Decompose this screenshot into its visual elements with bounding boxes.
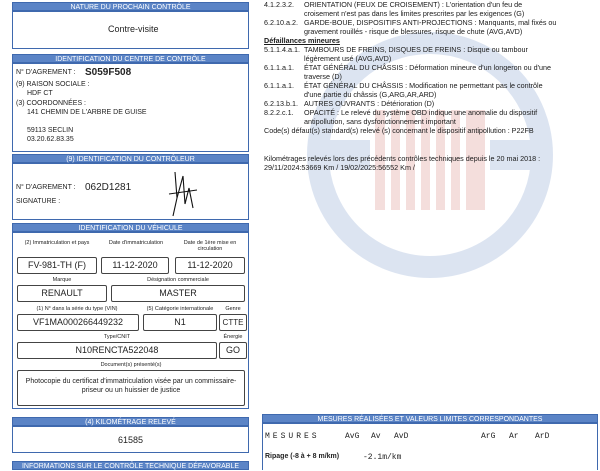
km-value: 61585: [118, 435, 144, 445]
coord-label: (3) COORDONNÉES :: [16, 100, 87, 107]
controleur-header: (9) IDENTIFICATION DU CONTRÔLEUR: [12, 154, 249, 163]
defect-line: antipollution, sans dysfonctionnement important: [304, 117, 456, 126]
docs-field: [17, 370, 245, 406]
centre-header: IDENTIFICATION DU CENTRE DE CONTRÔLE: [12, 54, 249, 63]
ripage-value: -2.1m/km: [363, 453, 402, 462]
km-history: [264, 154, 598, 172]
km-history-line-2: 29/11/2024:53669 Km / 19/02/2025:56552 Km /: [264, 163, 415, 172]
defect-line: traverse (D): [304, 72, 342, 81]
nature-header: NATURE DU PROCHAIN CONTRÔLE: [12, 2, 249, 11]
agrement-value: S059F508: [85, 67, 132, 78]
docs-label: Document(s) présenté(s): [100, 362, 162, 368]
marque-label: Marque: [52, 277, 72, 283]
mineures-title: Défaillances mineures: [264, 36, 340, 45]
date-first-field: 11-12-2020: [175, 257, 245, 274]
denom-field: MASTER: [111, 285, 245, 302]
address-line: 141 CHEMIN DE L'ARBRE DE GUISE: [27, 109, 147, 116]
date-immat-field: 11-12-2020: [101, 257, 169, 274]
km-box: [12, 426, 249, 453]
agrement-label: N° D'AGREMENT :: [16, 69, 76, 76]
km-header: (4) KILOMÉTRAGE RELEVÉ: [12, 417, 249, 426]
ctrl-agrement-label: N° D'AGREMENT :: [16, 184, 76, 191]
col-ar: Ar: [509, 432, 519, 441]
defect-line: 6.1.1.a.1. ÉTAT GÉNÉRAL DU CHÂSSIS : Modification ne permettant pas le contrôle: [264, 81, 543, 90]
defect-line: croisement n'est pas dans les limites prescrites par les exigences (G): [304, 9, 525, 18]
nature-box: [12, 11, 249, 49]
cat-field: N1: [143, 314, 217, 331]
vin-field: VF1MA000266449232: [17, 314, 139, 331]
vin-label: (1) N° dans la série du type (VIN): [36, 306, 118, 312]
col-arg: ArG: [481, 432, 496, 441]
ctrl-agrement-value: 062D1281: [85, 182, 132, 193]
mesures-title: MESURES: [265, 432, 320, 441]
right-lines-top: [264, 0, 598, 135]
raison-label: (9) RAISON SOCIALE :: [16, 81, 90, 88]
docs-value: Photocopie du certificat d'immatriculation visée par un commissaire-priseur ou un huissier de justice: [25, 378, 237, 394]
date-first-label: Date de 1ère mise en circulation: [183, 240, 237, 252]
energie-field: GO: [219, 342, 247, 359]
type-label: Type/CNIT: [103, 334, 131, 340]
cat-label: (5) Catégorie internationale: [146, 306, 214, 312]
col-av: Av: [371, 432, 381, 441]
col-avd: AvD: [394, 432, 409, 441]
vehicule-box: [12, 232, 249, 409]
immat-field: FV-981-TH (F): [17, 257, 97, 274]
defect-line: 6.1.1.a.1. ÉTAT GÉNÉRAL DU CHÂSSIS : Déformation mineure d'un longeron ou d'une: [264, 63, 551, 72]
defect-line: 8.2.2.c.1. OPACITÉ : Le relevé du système OBD indique une anomalie du dispositif: [264, 108, 538, 117]
immat-label: (2) Immatriculation et pays: [24, 240, 90, 246]
mesures-header: MESURES RÉALISÉES ET VALEURS LIMITES CORRESPONDANTES: [262, 414, 598, 423]
defect-line: d'une partie du châssis (G,ARG,AR,ARD): [304, 90, 437, 99]
defect-line: 6.2.10.a.2. GARDE-BOUE, DISPOSITIFS ANTI-PROJECTIONS : Manquants, mal fixés ou: [264, 18, 557, 27]
defect-line: 5.1.1.4.a.1. TAMBOURS DE FREINS, DISQUES DE FREINS : Disque ou tambour: [264, 45, 528, 54]
raison-value: HDF CT: [27, 90, 53, 97]
km-history-line-1: Kilométrages relevés lors des précédents contrôles techniques depuis le 20 mai 2018 :: [264, 154, 541, 163]
controleur-box: [12, 163, 249, 220]
mesures-box: [262, 423, 598, 470]
defect-line: 4.1.2.3.2. ORIENTATION (FEUX DE CROISEMENT) : L'orientation d'un feu de: [264, 0, 523, 9]
marque-field: RENAULT: [17, 285, 107, 302]
defect-line: gravement rouillés - risque de blessures, risque de chute (AVG,AVD): [304, 27, 523, 36]
centre-box: [12, 63, 249, 152]
denom-label: Désignation commerciale: [147, 277, 209, 283]
col-avg: AvG: [345, 432, 360, 441]
signature-label: SIGNATURE :: [16, 198, 61, 205]
energie-label: Énergie: [223, 334, 243, 340]
vehicule-header: IDENTIFICATION DU VÉHICULE: [12, 223, 249, 232]
nature-value: Contre-visite: [108, 24, 159, 34]
phone: 03.20.62.83.35: [27, 136, 74, 143]
codes-line: Code(s) défaut(s) standard(s) relevé (s) concernant le dispositif antipollution : P22FB: [264, 126, 534, 135]
type-field: N10RENCTA522048: [17, 342, 217, 359]
genre-label: Genre: [225, 306, 241, 312]
col-ard: ArD: [535, 432, 550, 441]
city: 59113 SECLIN: [27, 127, 74, 134]
date-immat-label: Date d'immatriculation: [108, 240, 164, 246]
info-header: INFORMATIONS SUR LE CONTRÔLE TECHNIQUE DÉFAVORABLE: [12, 461, 249, 470]
signature-mark: [163, 168, 203, 220]
ripage-label: Ripage (-8 à + 8 m/km): [265, 453, 340, 460]
genre-field: CTTE: [219, 314, 247, 331]
defect-line: 6.2.13.b.1. AUTRES OUVRANTS : Détérioration (D): [264, 99, 435, 108]
defect-line: légèrement usé (AVG,AVD): [304, 54, 392, 63]
